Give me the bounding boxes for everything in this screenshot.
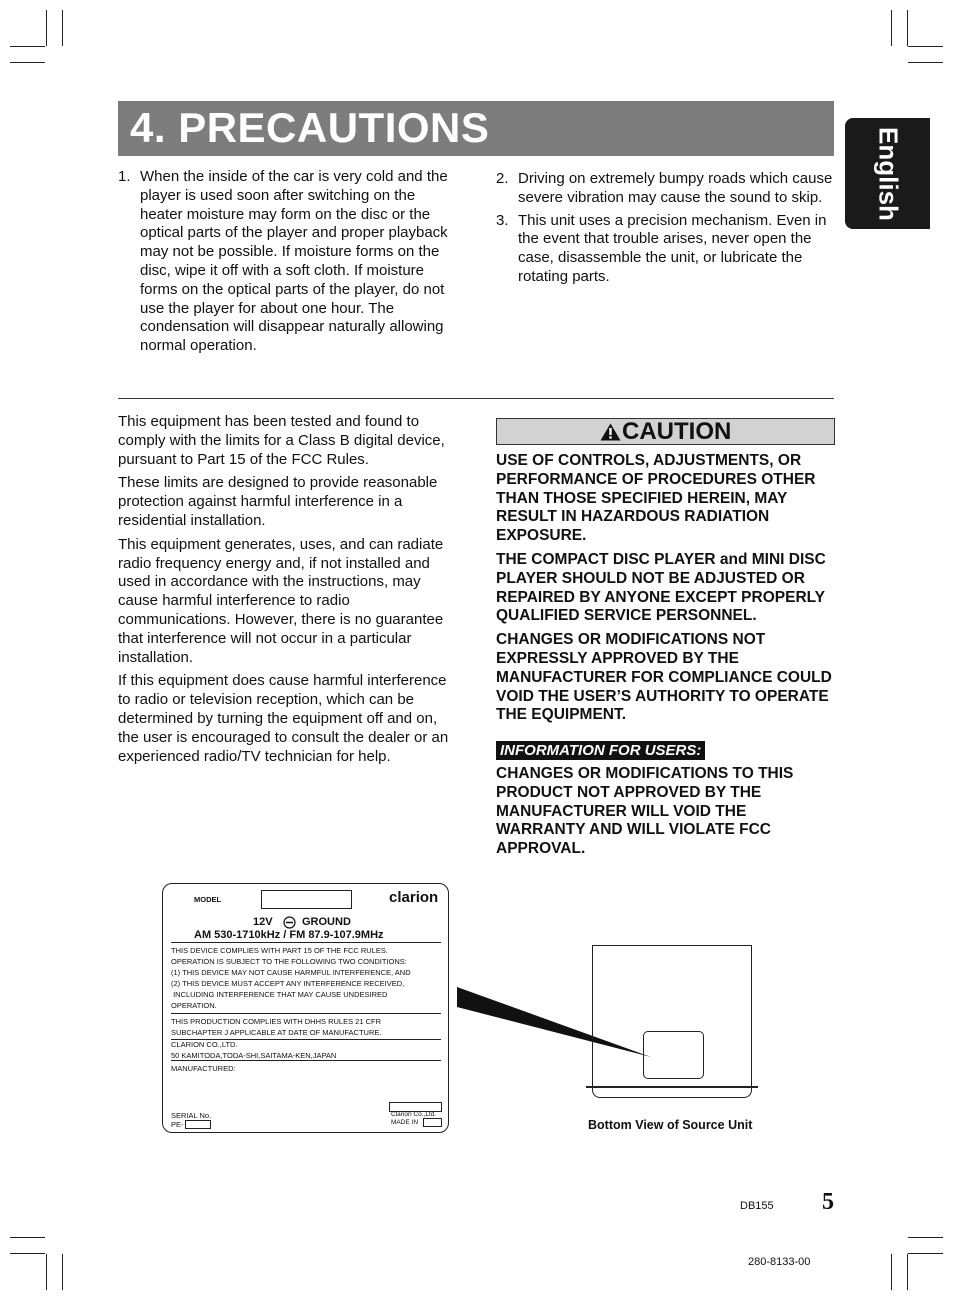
page-title: 4. PRECAUTIONS (130, 104, 490, 151)
language-tab-label: English (873, 126, 903, 221)
info-for-users-text (496, 765, 836, 864)
manufactured-label: MANUFACTURED: (171, 1064, 236, 1073)
ground-label: GROUND (302, 916, 351, 928)
caution-text-block (496, 452, 836, 730)
made-in-label: MADE IN (391, 1119, 419, 1126)
precaution-item (496, 170, 836, 208)
caution-heading: CAUTION (622, 418, 732, 445)
document-code: DB155 (740, 1200, 774, 1212)
label-line: SUBCHAPTER J APPLICABLE AT DATE OF MANUFACTURE. (171, 1028, 382, 1037)
crop-mark (10, 46, 45, 47)
model-label: MODEL (194, 895, 222, 904)
clarion-co-label: Clarion Co.,Ltd. (391, 1111, 437, 1118)
label-line: THIS DEVICE COMPLIES WITH PART 15 OF THE FCC RULES. (171, 946, 388, 955)
frequency-spec: AM 530-1710kHz / FM 87.9-107.9MHz (194, 929, 384, 941)
label-line: (1) THIS DEVICE MAY NOT CAUSE HARMFUL INTERFERENCE, AND (171, 968, 411, 977)
crop-mark (10, 1253, 45, 1254)
crop-mark (46, 10, 47, 46)
info-paragraph: CHANGES OR MODIFICATIONS TO THIS PRODUCT NOT APPROVED BY THE MANUFACTURER WILL VOID THE WARRANTY AND WILL VIOLATE FCC APPROVAL. (496, 765, 794, 858)
section-title-bar (118, 101, 834, 156)
model-field (261, 890, 352, 909)
crop-mark (10, 1237, 45, 1238)
caution-paragraph: CHANGES OR MODIFICATIONS NOT EXPRESSLY APPROVED BY THE MANUFACTURER FOR COMPLIANCE COULD VOID THE USER’S AUTHORITY TO OPERATE THE EQUIPMENT. (496, 631, 832, 724)
caution-paragraph: USE OF CONTROLS, ADJUSTMENTS, OR PERFORMANCE OF PROCEDURES OTHER THAN THOSE SPECIFIED HEREIN, MAY RESULT IN HAZARDOUS RADIATION EXPOSURE. (496, 452, 816, 545)
serial-label: SERIAL No. (171, 1111, 212, 1120)
label-divider (171, 1013, 441, 1014)
label-line: OPERATION. (171, 1001, 217, 1010)
item-number: 1. (118, 168, 131, 185)
warning-icon (600, 423, 621, 441)
company-name: CLARION CO.,LTD. (171, 1040, 238, 1049)
crop-mark (907, 10, 908, 46)
language-tab (845, 118, 930, 229)
crop-mark (908, 1237, 943, 1238)
precaution-item (496, 212, 836, 287)
crop-mark (908, 46, 943, 47)
fcc-paragraph: These limits are designed to provide reasonable protection against harmful interference in a residential installation. (118, 474, 438, 529)
ground-symbol-icon (283, 916, 296, 929)
label-line: (2) THIS DEVICE MUST ACCEPT ANY INTERFERENCE RECEIVED, (171, 979, 405, 988)
item-text: This unit uses a precision mechanism. Even in the event that trouble arises, never open the case, disassemble the unit, or lubricate the rotating parts. (518, 211, 827, 285)
label-line: INCLUDING INTERFERENCE THAT MAY CAUSE UNDESIRED (171, 990, 388, 999)
dhhs-compliance-text (171, 1016, 441, 1038)
label-divider (171, 942, 441, 943)
crop-mark (62, 10, 63, 46)
crop-mark (908, 62, 943, 63)
figure-caption: Bottom View of Source Unit (588, 1118, 753, 1132)
label-line: OPERATION IS SUBJECT TO THE FOLLOWING TWO CONDITIONS: (171, 957, 407, 966)
made-in-field (423, 1118, 442, 1127)
item-text: When the inside of the car is very cold and the player is used soon after switching on the heater moisture may form on the disc or the optical parts of the player and proper playback may not be possible. If moisture forms on the disc, wipe it off with a soft cloth. If moisture forms on the optical parts of the player, do not use the player for about one hour. The condensation will disappear naturally allowing normal operation. (140, 168, 448, 355)
fcc-paragraph: This equipment has been tested and found to comply with the limits for a Class B digital device, pursuant to Part 15 of the FCC Rules. (118, 413, 445, 468)
item-number: 3. (496, 211, 509, 229)
power-spec: 12V (253, 916, 273, 928)
section-divider (118, 398, 834, 399)
brand-logo: clarion (389, 889, 439, 906)
product-label (162, 883, 449, 1133)
pe-label: PE- (171, 1120, 184, 1129)
fcc-paragraph: If this equipment does cause harmful interference to radio or television reception, which can be determined by turning the equipment off and on, the user is encouraged to consult the dealer or an experienced radio/TV technician for help. (118, 672, 449, 765)
company-address: 50 KAMITODA,TODA-SHI,SAITAMA-KEN,JAPAN (171, 1051, 337, 1060)
crop-mark (907, 1254, 908, 1290)
precautions-left (118, 168, 460, 360)
fcc-paragraph: This equipment generates, uses, and can radiate radio frequency energy and, if not installed and used in accordance with the instructions, may cause harmful interference to radio communications. However, there is no guarantee that interference will not occur in a particular installation. (118, 535, 444, 666)
item-text: Driving on extremely bumpy roads which cause severe vibration may cause the sound to skip. (518, 170, 833, 206)
fcc-compliance-text (171, 945, 441, 1011)
label-position-marker (643, 1031, 704, 1079)
crop-mark (62, 1254, 63, 1290)
precautions-right (496, 170, 836, 291)
item-number: 2. (496, 170, 509, 187)
caution-paragraph: THE COMPACT DISC PLAYER and MINI DISC PLAYER SHOULD NOT BE ADJUSTED OR REPAIRED BY ANYONE EXCEPT PROPERLY QUALIFIED SERVICE PERSONNEL. (496, 550, 826, 625)
crop-mark (10, 62, 45, 63)
unit-base (592, 1088, 752, 1098)
crop-mark (891, 1254, 892, 1290)
label-divider (171, 1060, 441, 1061)
crop-mark (891, 10, 892, 46)
info-for-users-label: INFORMATION FOR USERS: (496, 741, 705, 760)
precaution-item (118, 168, 460, 356)
crop-mark (908, 1253, 943, 1254)
part-number: 280-8133-00 (748, 1256, 811, 1268)
crop-mark (46, 1254, 47, 1290)
caution-header (496, 418, 835, 445)
label-line: THIS PRODUCTION COMPLIES WITH DHHS RULES 21 CFR (171, 1017, 382, 1026)
serial-field (185, 1120, 211, 1129)
fcc-statement (118, 413, 460, 771)
page-number: 5 (822, 1189, 834, 1215)
